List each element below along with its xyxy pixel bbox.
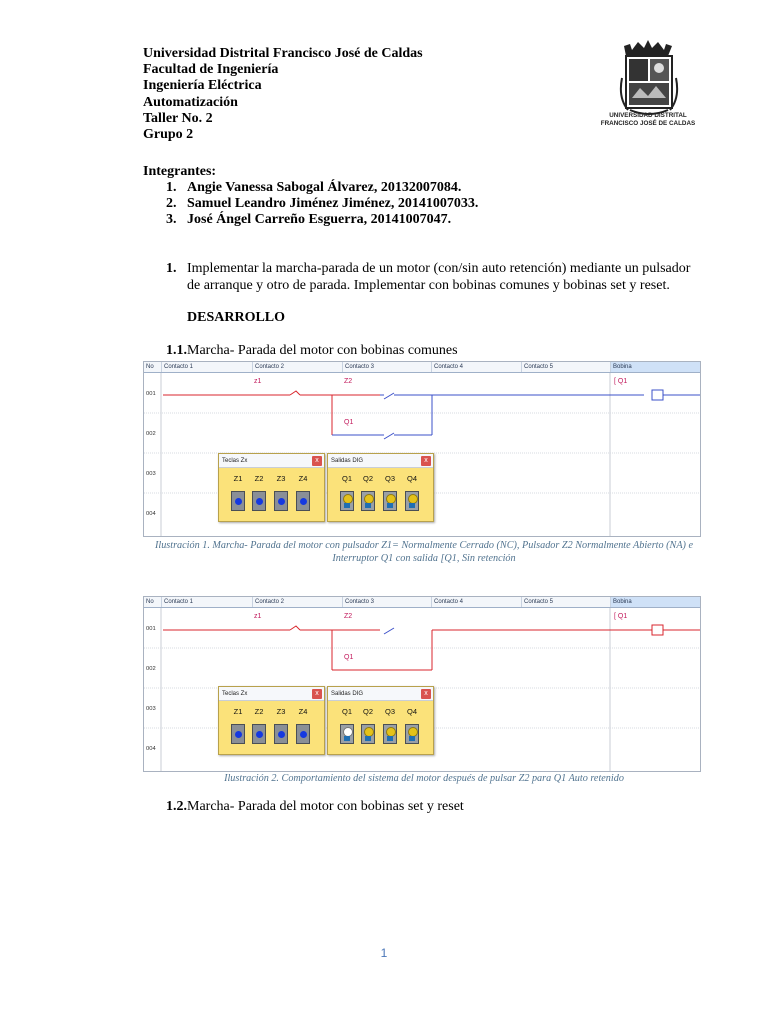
key-z2-button[interactable] [252,724,266,744]
teclas-panel-2[interactable] [218,686,325,755]
list-number: 2. [166,196,177,212]
course-name: Automatización [143,94,238,110]
page-number: 1 [380,946,388,960]
z2-label: Z2 [344,378,353,385]
list-number: 1. [166,180,177,195]
row-number: 001 [146,626,156,632]
z2-na-contact [384,393,394,399]
key-indicator-icon [235,498,242,505]
output-q3-lamp [383,491,397,511]
teclas-panel-1[interactable] [218,453,325,522]
ladder-header [144,362,700,373]
key-label-z1: Z1 [233,707,243,716]
task-number: 1. [166,261,177,276]
row-number: 003 [146,471,156,477]
header-contact-3: Contacto 3 [342,597,431,607]
header-contact-2: Contacto 2 [252,362,342,372]
output-label-q1: Q1 [341,707,352,716]
close-icon[interactable]: x [421,456,431,466]
key-z1-button[interactable] [231,491,245,511]
panel-title: Teclas Zx [219,687,324,701]
figure-caption-2: Ilustración 2. Comportamiento del sistema del motor después de pulsar Z2 para Q1 Auto retenido [224,773,624,784]
member-name: Angie Vanessa Sabogal Álvarez, 20132007084. [187,180,462,195]
subsection-title: Marcha- Parada del motor con bobinas set y reset [187,799,464,814]
header-contact-4: Contacto 4 [431,597,521,607]
key-z1-button[interactable] [231,724,245,744]
salidas-panel-2[interactable] [327,686,434,755]
university-name: Universidad Distrital Francisco José de Caldas [143,46,423,61]
output-label-q3: Q3 [384,474,395,483]
key-indicator-icon [256,731,263,738]
panel-title: Teclas Zx [219,454,324,468]
subsection-number: 1.2. [166,799,187,814]
member-name: Samuel Leandro Jiménez Jiménez, 20141007033. [187,196,479,212]
header-contact-1: Contacto 1 [161,362,252,372]
section-heading: DESARROLLO [187,310,286,325]
z2-na-contact [384,628,394,634]
close-icon[interactable]: x [312,456,322,466]
output-label-q2: Q2 [362,474,373,483]
close-icon[interactable]: x [421,689,431,699]
key-indicator-icon [300,731,307,738]
row-number: 004 [146,511,156,517]
key-label-z3: Z3 [276,474,286,483]
output-q1-lamp [340,491,354,511]
subsection-number: 1.1. [166,343,187,358]
salidas-panel-1[interactable] [327,453,434,522]
q1-label: Q1 [344,654,354,661]
z1-nc-contact [290,391,300,395]
key-label-z3: Z3 [276,707,286,716]
row-number: 002 [146,431,156,437]
header-coil: Bobina [610,362,700,372]
member-name: José Ángel Carreño Esguerra, 20141007047. [187,212,452,228]
list-item [166,212,478,228]
task-statement [166,261,706,294]
header-contact-3: Contacto 3 [342,362,431,372]
key-indicator-icon [278,731,285,738]
q1-na-contact [384,433,394,439]
key-label-z2: Z2 [254,474,264,483]
coil-q1-symbol [652,390,663,400]
key-z4-button[interactable] [296,724,310,744]
panel-title: Salidas DIG [328,454,433,468]
coil-label: [ Q1 [614,613,628,620]
z1-nc-contact [290,626,300,630]
list-number: 3. [166,212,177,228]
task-text: Implementar la marcha-parada de un motor (con/sin auto retención) mediante un pulsador de arranque y otro de parada. Implementar con bobinas comunes y bobinas set y reset. [187,261,691,293]
output-q3-lamp [383,724,397,744]
close-icon[interactable]: x [312,689,322,699]
key-z3-button[interactable] [274,724,288,744]
members-title: Integrantes: [143,164,217,179]
subsection-title: Marcha- Parada del motor con bobinas comunes [187,343,458,358]
ladder-header [144,597,700,608]
header-no: No [146,364,154,370]
members-list [166,180,478,229]
header-contact-5: Contacto 5 [521,362,610,372]
z1-label: z1 [254,613,262,620]
z1-label: z1 [254,378,262,385]
subsection-heading-1 [166,343,458,359]
q1-label: Q1 [344,419,354,426]
document-header [143,46,423,143]
coil-label: [ Q1 [614,378,628,385]
row-number: 001 [146,391,156,397]
output-q2-lamp [361,724,375,744]
key-indicator-icon [256,498,263,505]
key-indicator-icon [235,731,242,738]
row-number: 004 [146,746,156,752]
key-label-z2: Z2 [254,707,264,716]
key-z2-button[interactable] [252,491,266,511]
output-q4-lamp [405,491,419,511]
z2-label: Z2 [344,613,353,620]
list-item [166,180,478,196]
header-coil: Bobina [610,597,700,607]
faculty-name: Facultad de Ingeniería [143,62,279,78]
output-q1-lamp [340,724,354,744]
key-label-z4: Z4 [298,474,308,483]
key-label-z4: Z4 [298,707,308,716]
panel-title: Salidas DIG [328,687,433,701]
key-label-z1: Z1 [233,474,243,483]
coil-q1-symbol [652,625,663,635]
logo-line-2: FRANCISCO JOSÉ DE CALDAS [600,120,696,127]
output-label-q2: Q2 [362,707,373,716]
logo-caption [598,112,698,128]
figure-caption-1: Ilustración 1. Marcha- Parada del motor con pulsador Z1= Normalmente Cerrado (NC), Pulsador Z2 Normalmente Abierto (NA) e Interruptor Q1 con salida [Q1, Sin retención [154,540,694,564]
key-indicator-icon [278,498,285,505]
key-z4-button[interactable] [296,491,310,511]
key-z3-button[interactable] [274,491,288,511]
key-indicator-icon [300,498,307,505]
group-number: Grupo 2 [143,127,194,143]
header-contact-2: Contacto 2 [252,597,342,607]
output-label-q1: Q1 [341,474,352,483]
workshop-number: Taller No. 2 [143,110,213,126]
output-label-q3: Q3 [384,707,395,716]
header-no: No [146,599,154,605]
logo-line-1: UNIVERSIDAD DISTRITAL [609,112,687,119]
list-item [166,196,478,212]
header-contact-4: Contacto 4 [431,362,521,372]
row-number: 002 [146,666,156,672]
program-name: Ingeniería Eléctrica [143,78,262,94]
header-contact-1: Contacto 1 [161,597,252,607]
output-q4-lamp [405,724,419,744]
row-number: 003 [146,706,156,712]
output-label-q4: Q4 [406,707,417,716]
header-contact-5: Contacto 5 [521,597,610,607]
output-q2-lamp [361,491,375,511]
output-label-q4: Q4 [406,474,417,483]
subsection-heading-2 [166,799,464,815]
